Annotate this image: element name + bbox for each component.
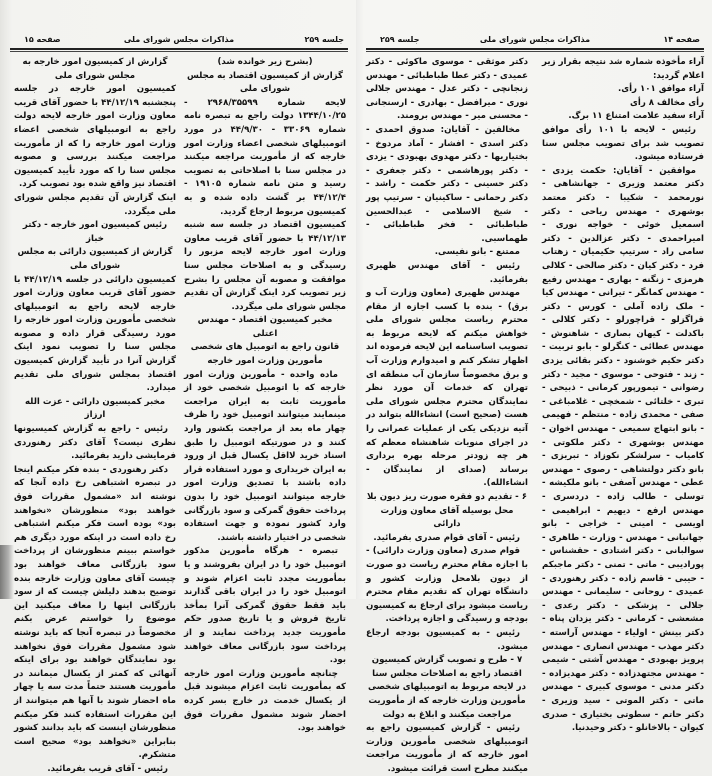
text-paragraph: مخبر کمیسیون دارائی - عزت الله ارزاز xyxy=(24,396,166,421)
page-number: صفحه ۱۵ xyxy=(24,35,61,44)
section-heading: قانون راجع به اتومبیل های شخصی مأمورین وزارت امور خارجه xyxy=(190,342,340,367)
text-paragraph: کمیسیون اقتصاد در جلسه سه شنبه ۴۴/۱۲/۱۳ با حضور آقای قریب معاون وزارت امور خارجه لایحه مزبور را رسیدگی و به اصلاحات مجلس سنا موافقت و مصوبه آن مجلس را بشرح زیر تصویب کرد اینک گزارش آن تقدیم مجلس شورای ملی میگردد. xyxy=(184,220,346,312)
text-paragraph: آراء مأخوذه شماره شد نتیجه بقرار زیر اعلام گردید: xyxy=(542,57,704,81)
speaker-paragraph: موافقین - آقایان: حکمت یزدی - دکتر معتمد وزیری - جهانشاهی - نورمحمد - شکیبا - دکتر معتمد بوشهری - مهندس ریاحی - دکتر اسمعیل خوئی - خواجه نوری - امیراحمدی - دکتر عزالدین - دکتر سامی راد - سرتیپ حکیمیان - زهتاب فرد - دکتر کیان - دکتر صالحی - کلالی هرمزی - زنگنه - بهاری - مهندس رفیع - مهندس کمانگر - تیرانی - مهندس کیا - ملک زاده آملی - کورس - دکتر قراگزلو - قراچورلو - دکتر کلالی - باکدلت - کیهان بصاری - شاهنوش - مهندس عطائی - کنگرلو - بابو تربیت - دکتر حکیم خوشنود - دکتر بقائی یزدی - زند - فتوحی - موسوی - مجید - دکتر رضوانی - تیمورپور کرمانی - ذبیحی - تبری - خلتائی - شمخچی - غلامباغی - صفی - محمدی زاده - منتظم - فهیمی - بانو ابتهاج سمیعی - مهندس اخوان - مهندس بوشهری - دکتر ملکوتی - کامیاب - سرلشکر نکوزاد - تبریزی - بانو دکتر دولتشاهی - رصوی - مهندس عطی - مهندس آصفی - بانو ملکیشه - توسلی - طالب زاده - دردسری - مهندس ارفع - دیهیم - ابراهیمی - اویسی - امینی - خراجی - بانو جهانبانی - مهندس - وزارت - طاهری - سوالبانی - دکتر اشتادی - حقشناس - پورادیبی - ماتی - تمنی - دکتر ماجبکم - حیبی - قاسم زاده - دکتر رهنوردی - عمیدی - روحانی - سلیمانی - مهندس جلالی - پزشکی - دکتر رعدی - مشعشی - کرمانی - دکتر یزدان پناه - دکتر بینش - اولیاء - مهندس آراسته - دکتر مهذب - مهندس انصاری - مهندس پرویز بهبودی - مهندس آشتی - شیمی - مهندس مجتهدزاده - دکتر مهدیزاده - دکتر مدنی - موسوی کبیری - مهندس ماتی - دکتر الموتی - سید وزیری - دکتر حاتم - سطوتی بختیاری - صدری کیوان - بالاخانلو - دکتر وحیدنیا. xyxy=(542,165,704,734)
speaker-paragraph: رئیس - آقای قوام صدری بفرمائید. xyxy=(373,532,520,543)
page-number: صفحه ۱۴ xyxy=(663,35,700,44)
speaker-paragraph: مهندس ظهیری (معاون وزارت آب و برق) - بنده با کسب اجازه از مقام محترم ریاست مجلس شورای ملی خواهش میکنم که لایحه مربوط به تصویب اساسنامه این لایحه فرموده اند اظهار تشکر کنم و امیدوارم وزارت آب و برق مخصوصاً سازمان آب منطقه ای تهران که خدمات آن مورد نظر نمایندگان محترم مجلس شورای ملی هست (صحیح است) انشاءالله بتواند در آتیه نزدیکی یکی از عملیات عمرانی را در اجرای منویات شاهنشاه معظم که هر چه زودتر مرحله بهره برداری برساند (صدای از نمایندگان - انشاءالله). xyxy=(366,288,528,489)
speaker-paragraph: رئیس - آقای مهندس ظهیری بفرمائید. xyxy=(366,260,528,285)
text-paragraph: (بشرح زیر خوانده شد) xyxy=(217,57,313,67)
speaker-paragraph: رئیس - آقای قریب بفرمائید. xyxy=(47,763,168,774)
section-heading: ۷ - طرح و تصویب گزارش کمیسیون اقتصاد راجع به اصلاحات مجلس سنا در لایحه مربوط به اتومبیلهای شخصی مأمورین وزارت خارجه که از مأموریت مراجعت میکنند و ابلاغ به دولت xyxy=(368,655,526,720)
text-paragraph: لایحه شماره ۲۹۶۸/۳۵۵۹۹ - ۱۳۴۴/۱۰/۲۵ دولت راجع به تبصره نامه شماره ۳۳۰۶۹ - ۴۴/۹/۳۰ در مورد اتومبیلهای شخصی اعضاء وزارت امور خارجه که از مأموریت مراجعه میکنند در مجلس سنا با اصلاحاتی به تصویب رسید و متن نامه شماره ۱۹۱۰۵ - ۴۴/۱۲/۴ بر گشت داده شده و به کمیسیون مربوط ارجاع گردید. xyxy=(184,97,347,217)
speaker-paragraph: رئیس - گزارش کمیسیون راجع به اتومبیلهای شخصی مأمورین وزارت امور خارجه که از مأموریت مراجعت میکنند مطرح است قرائت میشود. xyxy=(366,723,528,774)
speaker-paragraph: چنانچه مأمورین وزارت امور خارجه که بمأموریت ثابت اعزام میشوند قبل از یکسال خدمت در خارج بسر کرده احضار شوند مشمول مقررات فوق خواهند بود. xyxy=(184,668,346,734)
session-number: جلسه ۲۵۹ xyxy=(380,35,420,44)
speaker-paragraph: ماده واحده - مأمورین وزارت امور خارجه که با اتومبیل شخصی خود از مأموریت ثابت به ایران مراجعت مینمایند میتوانند اتومبیل خود را ظرف چهار ماه بعد از مراجعت بکشور وارد کنند و در صورتیکه اتومبیل را طبق اسناد خرید لااقل یکسال قبل از ورود به ایران خریداری و مورد استفاده قرار داده باشند با تصدیق وزارت امور خارجه میتوانند اتومبیل خود را بدون پرداخت حقوق گمرکی و سود بازرگانی وارد کشور نموده و جهت استفاده شخصی در اختیار داشته باشند. xyxy=(184,369,346,543)
text-paragraph: مخبر کمیسیون اقتصاد - مهندس اعتلی xyxy=(197,315,333,339)
header-rule xyxy=(10,48,348,52)
session-number: جلسه ۲۵۹ xyxy=(304,35,344,44)
text-paragraph: رئیس کمیسیون امور خارجه - دکتر خباز xyxy=(22,220,168,244)
scan-smudge xyxy=(0,545,14,599)
header-rule xyxy=(366,48,704,52)
page-15 xyxy=(0,0,356,774)
speaker-paragraph: قوام صدری (معاون وزارت دارائی) - با اجازه مقام محترم ریاست دو صورت از دیون بلامحل وزارت کشور و دانشگاه تهران که تقدیم مقام محترم ریاست میشود برای ارجاع به کمیسیون بودجه و رسیدگی و اجازه پرداخت. xyxy=(366,546,528,625)
speaker-paragraph: تبصره - هرگاه مأمورین مذکور اتومبیل خود را در ایران بفروشند و یا بمأموریت مجدد ثابت اعزام شوند و اتومبیل خود را در ایران باقی گذارند باید فقط حقوق گمرکی آنرا بمأخذ تاریخ فروش و یا تاریخ صدور حکم مأموریت جدید پرداخت نمایند و از پرداخت سود بازرگانی معاف خواهند بود. xyxy=(184,546,346,666)
text-paragraph: آراء موافق ۱۰۱ رأی. xyxy=(617,84,704,95)
page-header xyxy=(366,35,704,47)
section-heading: ۶ - تقدیم دو فقره صورت ریز دیون بلا محل بوسیله آقای معاون وزارت دارائی xyxy=(367,492,527,530)
text-column-right xyxy=(542,56,704,736)
page-14 xyxy=(356,0,712,774)
running-title: مذاکرات مجلس شورای ملی xyxy=(123,35,235,44)
text-paragraph: دکتر موثقی - موسوی ماکوئی - دکتر عمیدی - دکتر عطا طباطبائی - مهندس زنجانچی - دکتر عدل - مهندس جلالی نوری - میرافضل - بهادری - ارسنجانی - محسنی میر - مهندس برومند. xyxy=(366,57,528,122)
text-paragraph: آراء سفید علامت امتناع ۱۱ برگ. xyxy=(568,111,704,122)
speaker-paragraph: رئیس - راجع به گزارش کمیسیونها نظری نیست؟ آقای دکتر رهنوردی فرمایشی دارید بفرمائید. xyxy=(14,424,176,462)
speaker-paragraph: دکتر رهنوردی - بنده فکر میکنم اینجا در تبصره اشتباهی رخ داده آنجا که نوشته اند «مشمول مقررات فوق خواهند بود» منظورشان «نخواهند بود» بوده است فکر میکنم اشتباهی رخ داده است در اینکه مورد دیگری هم خواستم ببینم منظورشان از پرداخت سود بازرگانی معاف خواهند بود چیست آقای معاون وزارت خارجه بنده توضیح بدهند دلیلش چیست که از سود بازرگانی اینها را معاف میکنید این موضوع را خواستم عرض بکنم مخصوصاً در تبصره آنجا که باید نوشته شود مشمول مقررات فوق نخواهند بود نمایندگان خواهند بود برای اینکه آنهائی که کمتر از یکسال میمانند در مأموریت هستند حتماً مدت سه یا چهار ماه احضار شوند با آنها هم میتوانند از این مقررات استفاده کنند فکر میکنم منظورشان اینست که باید بدانند کشور بنابراین «نخواهند بود» صحیح است متشکرم. xyxy=(14,464,176,761)
text-paragraph: کمیسیون امور خارجه در جلسه پنجشنبه ۴۴/۱۲/۱۹ با حضور آقای قریب معاون وزارت امور خارجه لایحه دولت راجع به اتومبیلهای شخصی اعضاء وزارت امور خارجه را که از مأموریت مراجعت میکنند بررسی و مصوبه مجلس سنا را که مورد تأیید کمیسیون اقتصاد نیز واقع شده بود تصویب کرد. xyxy=(14,84,176,190)
running-title: مذاکرات مجلس شورای ملی xyxy=(479,35,591,44)
text-paragraph: گزارش از کمیسیون امور خارجه به مجلس شورای ملی xyxy=(22,57,168,81)
speaker-paragraph: مخالفین - آقایان: صدوق احمدی - دکتر اسدی - افشار - آماد مردوخ - بختیاریها - دکتر مهدوی بهبودی - یزدی - دکتر پورهاشمی - دکتر جعفری - دکتر حسینی - دکتر حکمت - راشد - دکتر رحمانی - ساکینیان - سرتیپ پور - شیخ الاسلامی - عبدالحسین طباطبائی - فخر طباطبائی - طهماسبی. xyxy=(366,124,528,244)
text-paragraph: رأی مخالف ۸ رأی xyxy=(630,97,704,108)
page-header xyxy=(10,35,348,47)
speaker-paragraph: رئیس - به کمیسیون بودجه ارجاع میشود. xyxy=(366,627,528,652)
text-column-right xyxy=(184,56,346,736)
text-paragraph: گزارش از کمیسیون اقتصاد به مجلس شورای ملی xyxy=(187,70,343,95)
text-paragraph: کمیسیون دارائی در جلسه ۴۴/۱۲/۱۹ با حضور آقای قریب معاون وزارت امور خارجه لایحه راجع به اتومبیلهای شخصی مأمورین وزارت امور خارجه را مورد رسیدگی قرار داده و مصوبه مجلس سنا را تصویب نمود اینک گزارش آنرا در تأیید گزارش کمیسیون اقتصاد بمجلس شورای ملی تقدیم میدارد. xyxy=(14,274,176,394)
text-column-left xyxy=(366,56,528,776)
text-paragraph: اینک گزارش آن تقدیم مجلس شورای ملی میگردد. xyxy=(14,192,176,217)
text-paragraph: گزارش از کمیسیون دارائی به مجلس شورای ملی xyxy=(17,247,173,271)
speaker-paragraph: ممتنع - بانو نفیسی. xyxy=(434,247,520,258)
speaker-paragraph: رئیس - لایحه با ۱۰۱ رأی موافق تصویب شد برای تصویب مجلس سنا فرستاده میشود. xyxy=(542,124,704,163)
text-column-left xyxy=(14,56,176,776)
